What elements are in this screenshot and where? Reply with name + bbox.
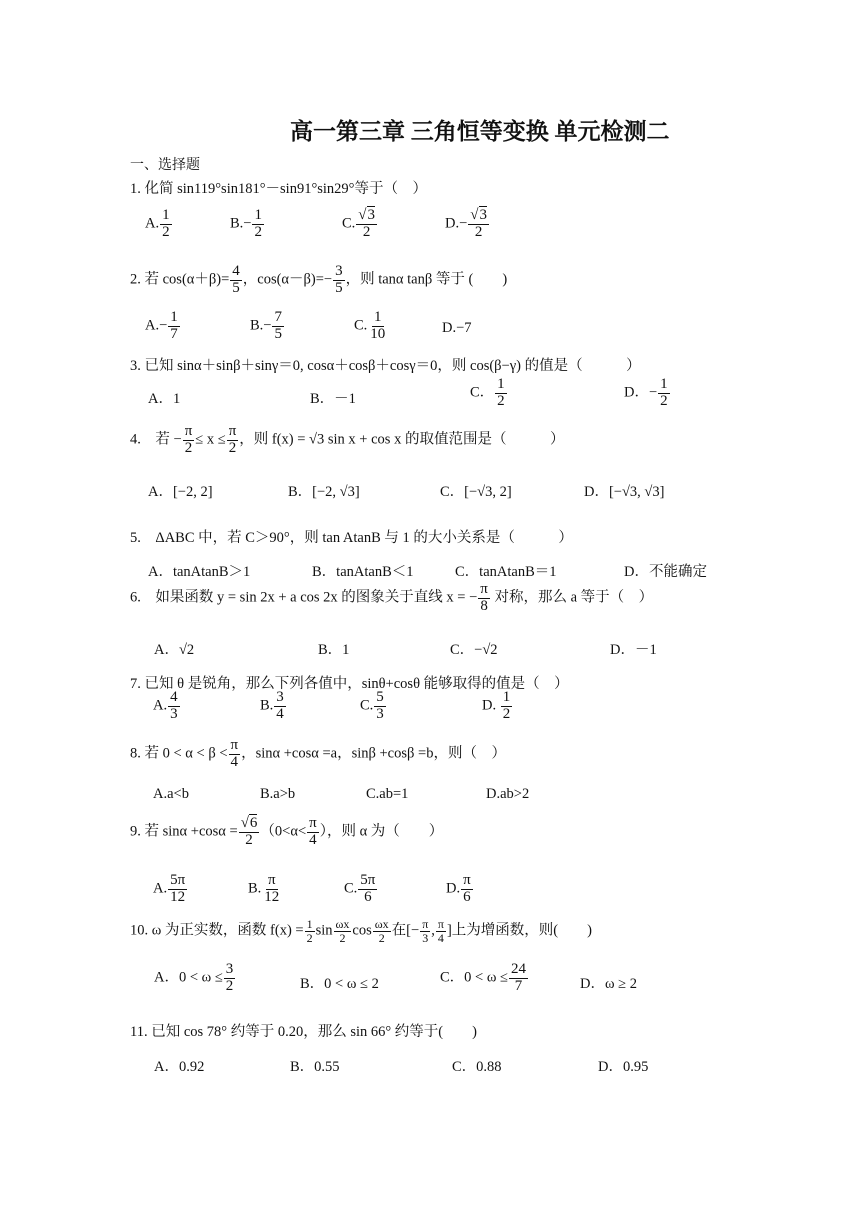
q3-option-a: A．1 (148, 391, 181, 407)
q2-option-d: D.−7 (442, 320, 472, 336)
q10-option-d: D．ω ≥ 2 (580, 976, 637, 992)
q3-option-d: D．− $\frac{1}{2}$ (624, 376, 668, 409)
q1-option-b: B.− $\frac{1}{2}$ (230, 207, 262, 240)
question-8: 8. 若 0 < α < β < $\frac{\pi}{4}$ ，sinα +cosα =a，sinβ +cosβ =b，则（ ） (130, 737, 506, 770)
q8-option-b: B.a>b (260, 786, 296, 802)
question-3: 3. 已知 sinα＋sinβ＋sinγ＝0, cosα＋cosβ＋cosγ＝0，则 cos(β−γ) 的值是（ ） (130, 358, 641, 374)
q10-option-c: C．0 < ω ≤ $\frac{24}{7}$ (440, 961, 526, 994)
q8-option-c: C.ab=1 (366, 786, 409, 802)
q7-option-b: B. $\frac{3}{4}$ (260, 689, 284, 722)
question-4: 4. 若 − $\frac{\pi}{2}$ ≤ x ≤ $\frac{\pi}{2}$ ，则 f(x) = √3 sin x + cos x 的取值范围是（ ） (130, 423, 565, 456)
q9-option-c: C. $\frac{5\pi}{6}$ (344, 872, 376, 905)
page-title: 高一第三章 三角恒等变换 单元检测二 (290, 119, 670, 144)
q3-option-b: B．－1 (310, 391, 356, 407)
q4-option-b: B．[−2, √3] (288, 484, 360, 500)
q11-option-b: B．0.55 (290, 1059, 340, 1075)
q5-option-c: C．tanAtanB＝1 (455, 564, 557, 580)
q5-option-a: A．tanAtanB＞1 (148, 564, 251, 580)
q7-option-c: C. $\frac{5}{3}$ (360, 689, 384, 722)
question-7: 7. 已知 θ 是锐角，那么下列各值中，sinθ+cosθ 能够取得的值是（ ） (130, 676, 569, 692)
question-6: 6. 如果函数 y = sin 2x + a cos 2x 的图象关于直线 x = − $\frac{\pi}{8}$ 对称，那么 a 等于（ ） (130, 581, 654, 614)
q4-option-a: A．[−2, 2] (148, 484, 213, 500)
q3-option-c: C． $\frac{1}{2}$ (470, 376, 505, 409)
q8-option-a: A.a<b (153, 786, 189, 802)
q6-option-d: D．－1 (610, 642, 657, 658)
q9-option-a: A. $\frac{5\pi}{12}$ (153, 872, 186, 905)
q7-option-a: A. $\frac{4}{3}$ (153, 689, 178, 722)
q6-option-c: C．−√2 (450, 642, 498, 658)
q9-option-d: D. $\frac{\pi}{6}$ (446, 872, 471, 905)
question-5: 5. ΔABC 中，若 C＞90°，则 tan AtanB 与 1 的大小关系是（ ） (130, 530, 573, 546)
q4-option-d: D．[−√3, √3] (584, 484, 665, 500)
question-2: 2. 若 cos(α＋β)= $\frac{4}{5}$ ，cos(α－β)=− $\frac{3}{5}$ ，则 tanα tanβ 等于 ( ) (130, 263, 508, 296)
q9-option-b: B. $\frac{\pi}{12}$ (248, 872, 280, 905)
q5-option-d: D．不能确定 (624, 564, 707, 580)
q2-option-b: B.− $\frac{7}{5}$ (250, 309, 282, 342)
q5-option-b: B．tanAtanB＜1 (312, 564, 414, 580)
q1-option-a: A. $\frac{1}{2}$ (145, 207, 170, 240)
q10-option-a: A．0 < ω ≤ $\frac{3}{2}$ (154, 961, 234, 994)
question-10: 10. ω 为正实数，函数 f(x) = $\frac{1}{2}$ sin $\frac{\omega x}{2}$ cos $\frac{\omega x}{2}$ 在[− $\frac{\pi}{3}$ , $\frac{\pi}{4}$ ]上为增函数，则( ) (130, 917, 592, 945)
question-1: 1. 化简 sin119°sin181°－sin91°sin29°等于（ ） (130, 181, 427, 197)
question-9: 9. 若 sinα +cosα = $\frac{√6}{2}$ （0<α< $\frac{\pi}{4}$ ），则 α 为（ ） (130, 815, 444, 848)
q11-option-a: A．0.92 (154, 1059, 205, 1075)
q4-option-c: C．[−√3, 2] (440, 484, 512, 500)
q7-option-d: D. $\frac{1}{2}$ (482, 689, 511, 722)
q2-option-c: C. $\frac{1}{10}$ (354, 309, 386, 342)
q8-option-d: D.ab>2 (486, 786, 530, 802)
q11-option-d: D．0.95 (598, 1059, 649, 1075)
q6-option-b: B．1 (318, 642, 350, 658)
q11-option-c: C．0.88 (452, 1059, 502, 1075)
question-11: 11. 已知 cos 78° 约等于 0.20，那么 sin 66° 约等于( ) (130, 1024, 477, 1040)
q1-option-d: D.− $\frac{√3}{2}$ (445, 207, 488, 240)
q10-option-b: B．0 < ω ≤ 2 (300, 976, 379, 992)
q2-option-a: A.− $\frac{1}{7}$ (145, 309, 178, 342)
q1-option-c: C. $\frac{√3}{2}$ (342, 207, 376, 240)
section-heading: 一、选择题 (130, 158, 200, 173)
q6-option-a: A．√2 (154, 642, 195, 658)
